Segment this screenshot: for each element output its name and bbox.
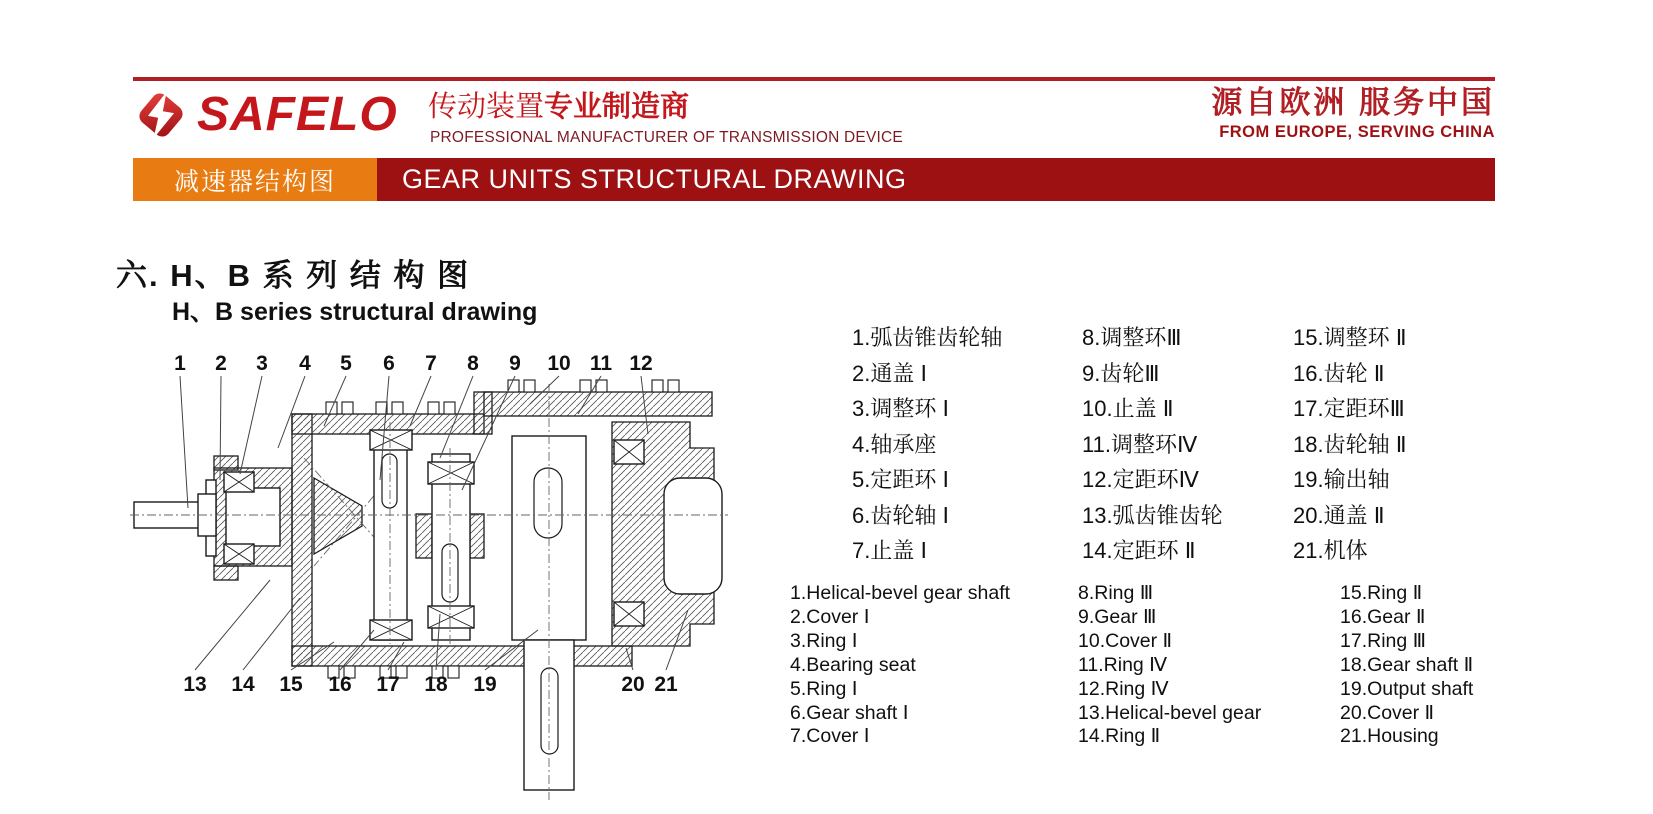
parts-list-item: 5.定距环 Ⅰ (852, 467, 949, 492)
parts-list-item: 11.Ring Ⅳ (1078, 653, 1168, 676)
callout-number: 7 (425, 352, 437, 375)
parts-list-en-col3 (1340, 582, 1473, 749)
parts-list-item: 5.Ring Ⅰ (790, 677, 858, 700)
callout-leader-line (240, 376, 262, 474)
callout-number: 21 (654, 673, 678, 696)
banner-label-cn: 减速器结构图 (133, 158, 377, 201)
parts-list-item: 14.Ring Ⅱ (1078, 725, 1161, 748)
callout-number: 9 (509, 352, 521, 375)
header-slogan (1211, 86, 1495, 142)
callout-number: 18 (424, 673, 448, 696)
callout-leader-line (195, 580, 270, 670)
callout-number: 15 (279, 673, 303, 696)
parts-list-item: 3.Ring Ⅰ (790, 629, 858, 652)
parts-list-cn-col1 (852, 320, 1002, 569)
callout-number: 17 (376, 673, 400, 696)
parts-list-item: 10.Cover Ⅱ (1078, 629, 1173, 652)
parts-list-item: 16.Gear Ⅱ (1340, 605, 1426, 628)
callout-number: 10 (547, 352, 571, 375)
tagline-regular: 传动装置 (428, 91, 545, 123)
section-title-cn: 六. H、B 系 列 结 构 图 (116, 258, 471, 293)
parts-list-item: 8.调整环Ⅲ (1082, 325, 1182, 350)
parts-list-item: 2.Cover Ⅰ (790, 605, 870, 628)
parts-list-item: 12.定距环Ⅳ (1082, 467, 1199, 492)
brand-name: SAFELO (197, 88, 398, 141)
parts-list-item: 3.调整环 Ⅰ (852, 396, 949, 421)
tagline-bold: 专业制造商 (544, 91, 690, 123)
parts-list-item: 13.弧齿锥齿轮 (1082, 502, 1223, 528)
parts-list-item: 7.止盖 Ⅰ (852, 538, 927, 563)
parts-list-item: 6.齿轮轴 Ⅰ (852, 502, 949, 528)
callout-number: 16 (328, 673, 352, 696)
parts-list-item: 14.定距环 Ⅱ (1082, 538, 1196, 563)
parts-list-item: 4.Bearing seat (790, 653, 916, 676)
parts-list-cn-col3 (1293, 320, 1407, 569)
parts-list-item: 15.调整环 Ⅱ (1293, 325, 1407, 350)
slogan-cn: 源自欧洲 服务中国 (1211, 85, 1495, 120)
callout-number: 20 (621, 673, 645, 696)
parts-list-item: 13.Helical-bevel gear (1078, 701, 1262, 724)
parts-list-item: 18.Gear shaft Ⅱ (1340, 653, 1474, 676)
parts-list-item: 19.Output shaft (1340, 677, 1474, 700)
callout-number: 13 (183, 673, 207, 696)
parts-list-item: 4.轴承座 (852, 431, 937, 457)
structural-drawing (128, 330, 748, 805)
brand-logo-icon (133, 86, 189, 144)
parts-list-item: 19.输出轴 (1293, 467, 1390, 492)
section-banner (133, 158, 1495, 201)
parts-list-item: 10.止盖 Ⅱ (1082, 396, 1174, 421)
parts-list-item: 20.Cover Ⅱ (1340, 701, 1435, 724)
callout-number: 6 (383, 352, 395, 375)
parts-list-item: 15.Ring Ⅱ (1340, 582, 1423, 604)
callout-number: 5 (340, 352, 352, 375)
header-divider (133, 77, 1495, 81)
parts-list-cn-col2 (1082, 320, 1223, 569)
parts-list-item: 16.齿轮 Ⅱ (1293, 360, 1385, 386)
brand-tagline-en: PROFESSIONAL MANUFACTURER OF TRANSMISSION DEVICE (430, 129, 903, 146)
slogan-en: FROM EUROPE, SERVING CHINA (1219, 123, 1495, 142)
parts-list-en-col2 (1078, 582, 1261, 749)
callout-number: 12 (629, 352, 653, 375)
bearing-seat-assembly (206, 456, 292, 580)
parts-list-item: 9.Gear Ⅲ (1078, 605, 1157, 628)
parts-list-item: 17.定距环Ⅲ (1293, 396, 1405, 421)
section-title-en: H、B series structural drawing (172, 298, 538, 326)
parts-list-item: 17.Ring Ⅲ (1340, 629, 1427, 652)
callout-number: 8 (467, 352, 479, 375)
parts-list-item: 8.Ring Ⅲ (1078, 582, 1154, 604)
parts-list-item: 1.弧齿锥齿轮轴 (852, 325, 1003, 350)
parts-list-item: 12.Ring Ⅳ (1078, 677, 1169, 700)
parts-list-item: 6.Gear shaft Ⅰ (790, 701, 909, 724)
parts-list-item: 18.齿轮轴 Ⅱ (1293, 431, 1407, 457)
callout-number: 2 (215, 352, 227, 375)
callout-number: 1 (174, 352, 186, 375)
callout-number: 11 (589, 352, 613, 375)
callout-number: 3 (256, 352, 268, 375)
callout-leader-line (180, 376, 188, 508)
parts-list-item: 21.Housing (1340, 725, 1439, 748)
parts-list-item: 20.通盖 Ⅱ (1293, 502, 1385, 528)
banner-label-en: GEAR UNITS STRUCTURAL DRAWING (377, 158, 1495, 201)
parts-list-item: 9.齿轮Ⅲ (1082, 360, 1160, 386)
callout-number: 4 (299, 352, 311, 375)
brand-logo (133, 86, 398, 144)
callout-number: 19 (473, 673, 497, 696)
parts-list-item: 2.通盖 Ⅰ (852, 360, 927, 386)
brand-tagline-cn (428, 92, 689, 124)
parts-list-en-col1 (790, 582, 1010, 749)
parts-list-item: 1.Helical-bevel gear shaft (790, 582, 1011, 604)
gear-shaft-1 (370, 430, 412, 640)
parts-list-item: 7.Cover Ⅰ (790, 725, 870, 748)
parts-list-item: 11.调整环Ⅳ (1082, 431, 1198, 457)
callout-number: 14 (231, 673, 255, 696)
parts-list-item: 21.机体 (1293, 538, 1368, 563)
